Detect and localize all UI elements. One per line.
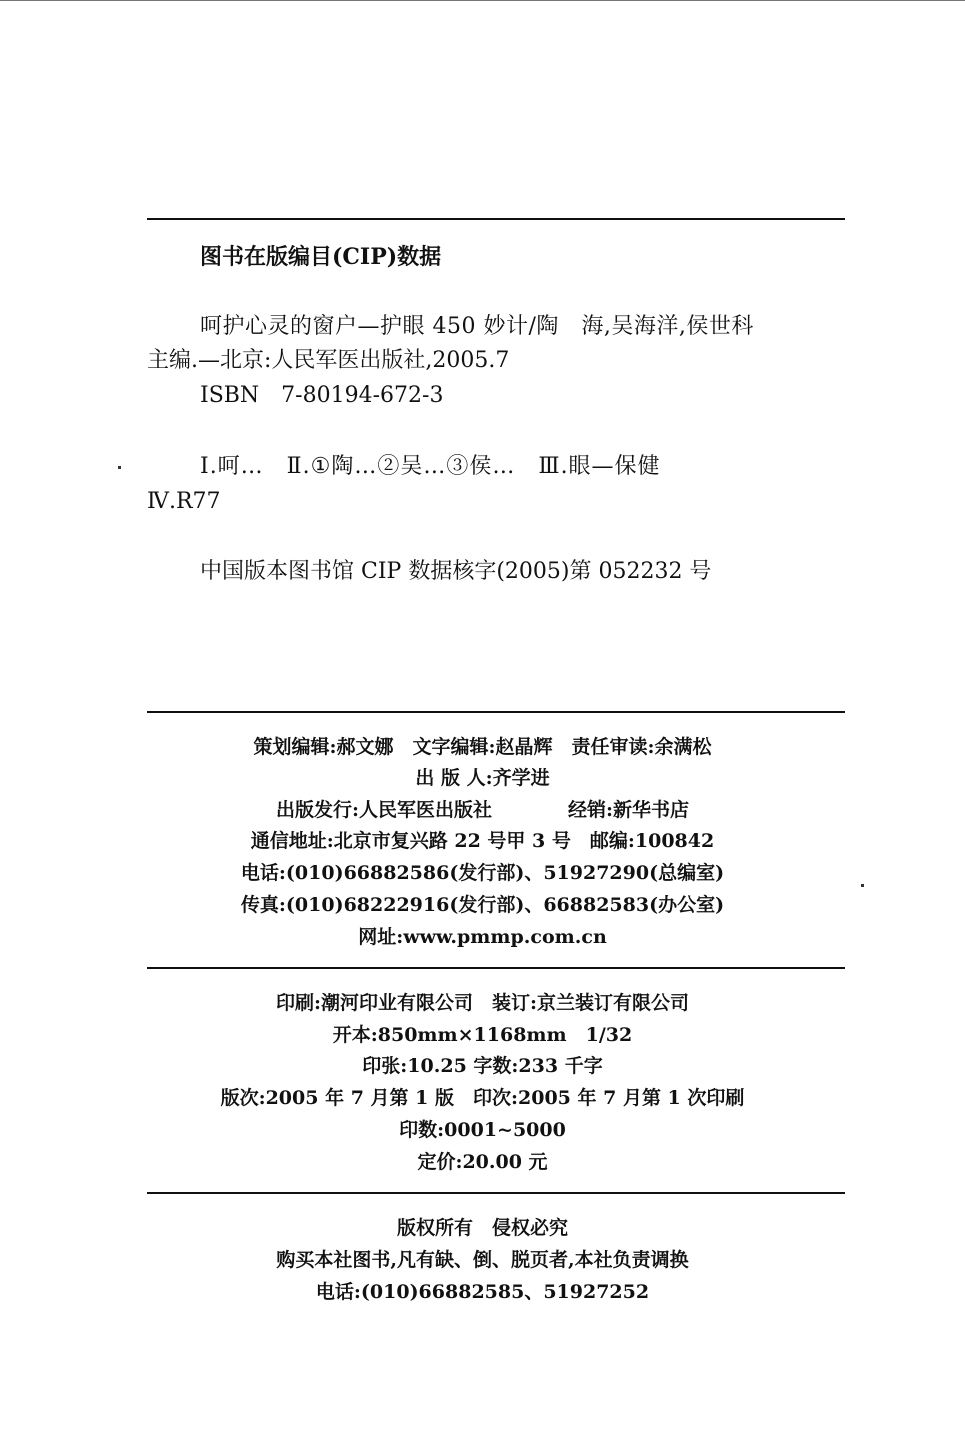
printing-binding: 印刷:潮河印业有限公司 装订:京兰装订有限公司	[275, 992, 690, 1014]
website-line: 网址:www.pmmp.com.cn	[358, 926, 607, 948]
cip-heading: 图书在版编目(CIP)数据	[200, 244, 442, 270]
print-run: 印数:0001~5000	[399, 1119, 566, 1141]
cip-top-rule	[147, 218, 845, 220]
return-policy: 购买本社图书,凡有缺、倒、脱页者,本社负责调换	[276, 1249, 689, 1271]
service-phone: 电话:(010)66882585、51927252	[315, 1281, 650, 1303]
price: 定价:20.00 元	[417, 1151, 548, 1173]
cip-isbn: ISBN 7-80194-672-3	[200, 383, 444, 408]
copyright-top-rule	[147, 1192, 845, 1194]
scan-speck	[118, 466, 121, 469]
cip-verification-number: 中国版本图书馆 CIP 数据核字(2005)第 052232 号	[200, 559, 712, 584]
cip-title-line2: 主编.—北京:人民军医出版社,2005.7	[147, 348, 510, 373]
staff-top-rule	[147, 711, 845, 713]
edition-printing: 版次:2005 年 7 月第 1 版 印次:2005 年 7 月第 1 次印刷	[220, 1087, 745, 1109]
format-size: 开本:850mm×1168mm 1/32	[332, 1024, 633, 1046]
distribution-line: 出版发行:人民军医出版社 经销:新华书店	[275, 799, 690, 821]
copyright-notice: 版权所有 侵权必究	[396, 1217, 568, 1239]
scan-speck	[861, 884, 864, 887]
postal-address: 通信地址:北京市复兴路 22 号甲 3 号 邮编:100842	[250, 830, 715, 852]
print-info-top-rule	[147, 967, 845, 969]
staff-editors: 策划编辑:郝文娜 文字编辑:赵晶辉 责任审读:余满松	[253, 736, 712, 758]
scan-top-edge	[0, 0, 965, 1]
sheets-wordcount: 印张:10.25 字数:233 千字	[362, 1055, 603, 1077]
cip-title-line1: 呵护心灵的窗户—护眼 450 妙计/陶 海,吴海洋,侯世科	[200, 314, 754, 339]
cip-classification-line1: Ⅰ.呵… Ⅱ.①陶…②吴…③侯… Ⅲ.眼—保健	[200, 454, 661, 479]
cip-classification-line2: Ⅳ.R77	[147, 489, 221, 514]
fax-line: 传真:(010)68222916(发行部)、66882583(办公室)	[240, 894, 725, 916]
publisher-person: 出 版 人:齐学进	[415, 767, 550, 789]
phone-line: 电话:(010)66882586(发行部)、51927290(总编室)	[240, 862, 725, 884]
